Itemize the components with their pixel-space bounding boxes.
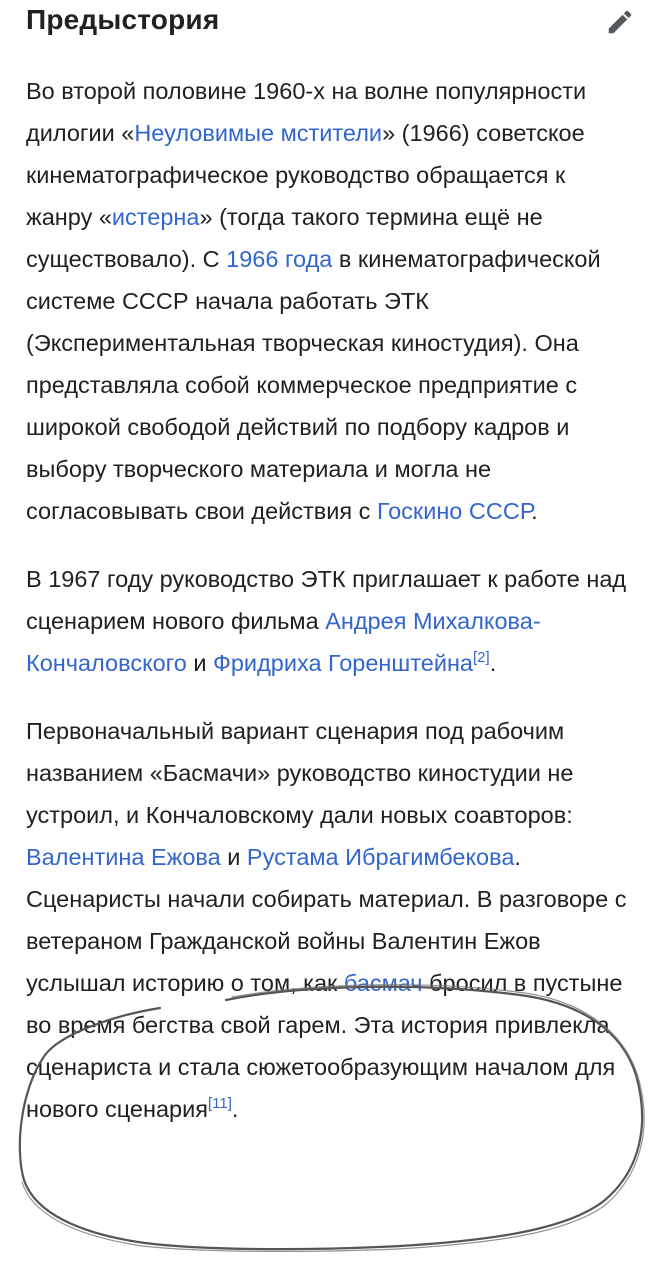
article-link[interactable]: Неуловимые мстители [134,120,383,146]
article-link[interactable]: Валентина Ежова [26,844,221,870]
paragraph-text: в кинематографической системе СССР начала работать ЭТК (Экспериментальная творческая киностудия). Она представляла собой коммерческое предприятие с широкой свободой действий по подбору кадров и выбору творческого материала и могла не согласовывать свои действия с [26,246,601,524]
reference-link[interactable]: [11] [207,1095,232,1113]
section-header [26,0,636,48]
paragraph-text: . Сценаристы начали собирать материал. В разговоре с ветераном Гражданской войны Валентин Ежов услышал историю о том, как [26,844,627,996]
paragraph-text: . [531,498,538,524]
article-link[interactable]: Фридриха Горенштейна [213,650,473,676]
paragraph-text: Первоначальный вариант сценария под рабочим названием «Басмачи» руководство киностудии не устроил, и Кончаловскому дали новых соавторов: [26,718,574,828]
pencil-icon[interactable] [604,6,636,38]
paragraph-text: » (тогда такого термина ещё не существовало). С [26,204,543,272]
paragraph-2 [26,558,636,684]
paragraph-3 [26,710,636,1130]
article-link[interactable]: 1966 года [226,246,333,272]
paragraph-text: и [186,650,213,676]
article-link[interactable]: Госкино СССР [376,498,532,524]
paragraph-text: бросил в пустыне во время бегства свой гарем. Эта история привлекла сценариста и стала сюжетообразующим началом для нового сценария [26,970,623,1122]
paragraph-text: и [220,844,247,870]
article-body [26,70,636,1130]
paragraph-text: В 1967 году руководство ЭТК приглашает к работе над сценарием нового фильма [26,566,627,634]
article-link[interactable]: басмач [343,970,423,996]
article-link[interactable]: истерна [111,204,200,230]
paragraph-text: . [231,1096,239,1122]
paragraph-text: . [489,650,497,676]
paragraph-text: Во второй половине 1960-х на волне популярности дилогии « [26,78,587,146]
paragraph-text: » (1966) советское кинематографическое руководство обращается к жанру « [26,120,585,230]
section-title: Предыстория [26,4,220,35]
article-link[interactable]: Андрея Михалкова-Кончаловского [26,608,541,676]
reference-link[interactable]: [2] [473,649,490,667]
article-link[interactable]: Рустама Ибрагимбекова [246,844,515,870]
paragraph-1 [26,70,636,532]
